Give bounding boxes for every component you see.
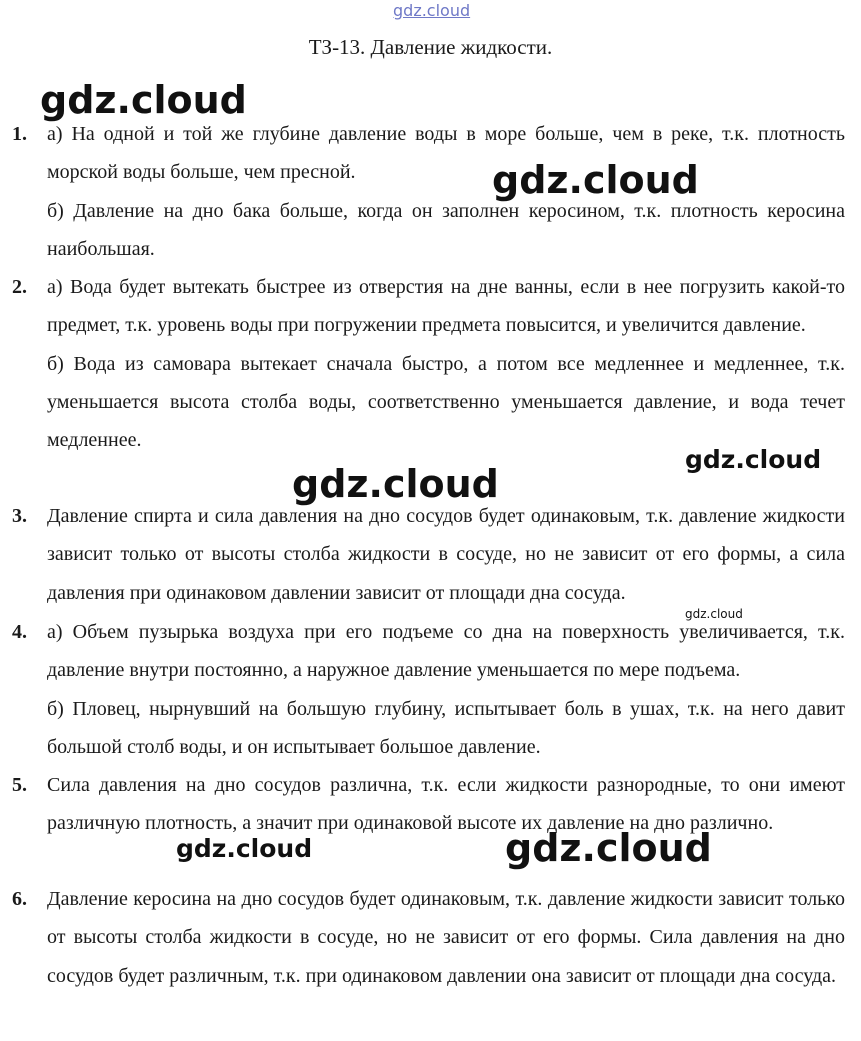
list-item [12, 115, 845, 268]
item-paragraph: Сила давления на дно сосудов различна, т.к. если жидкости разнородные, то они имеют различную плотность, а значит при одинаковой высоте их давление на дно различно. [47, 774, 845, 835]
item-paragraph: а) На одной и той же глубине давление воды в море больше, чем в реке, т.к. плотность морской воды больше, чем пресной. [47, 123, 845, 184]
watermark: gdz.cloud [292, 462, 499, 506]
watermark: gdz.cloud [492, 158, 699, 202]
item-number: 5. [12, 774, 27, 796]
watermark-link[interactable]: gdz.cloud [393, 1, 471, 20]
item-paragraph: а) Объем пузырька воздуха при его подъеме со дна на поверхность увеличивается, т.к. давление внутри постоянно, а наружное давление уменьшается по мере подъема. [47, 621, 845, 682]
item-paragraph: Давление спирта и сила давления на дно сосудов будет одинаковым, т.к. давление жидкости зависит только от высоты столба жидкости в сосуде, но не зависит от его формы, а сила давления при одинаковом давлении зависит от площади дна сосуда. [47, 505, 845, 604]
item-number: 4. [12, 621, 27, 643]
list-item [12, 613, 845, 766]
item-paragraph: б) Вода из самовара вытекает сначала быстро, а потом все медленнее и медленнее, т.к. уменьшается высота столба воды, соответственно уменьшается давление, и вода течет медленнее. [47, 352, 845, 452]
item-paragraph: б) Давление на дно бака больше, когда он заполнен керосином, т.к. плотность керосина наибольшая. [47, 199, 845, 260]
item-number: 1. [12, 123, 27, 145]
list-item [12, 766, 845, 843]
item-paragraph: Давление керосина на дно сосудов будет одинаковым, т.к. давление жидкости зависит только от высоты столба жидкости в сосуде, но не зависит от его формы. Сила давления на дно сосудов будет различным, т.к. при одинаковом давлении она зависит от площади дна сосуда. [47, 888, 845, 987]
list-item [12, 497, 845, 612]
page-title: ТЗ-13. Давление жидкости. [308, 35, 553, 59]
watermark: gdz.cloud [505, 826, 712, 870]
watermark: gdz.cloud [176, 834, 313, 863]
list-item [12, 268, 845, 459]
watermark: gdz.cloud [685, 607, 743, 621]
item-number: 6. [12, 888, 27, 910]
item-number: 2. [12, 276, 27, 298]
list-item [12, 880, 845, 995]
item-number: 3. [12, 505, 27, 527]
watermark: gdz.cloud [40, 78, 247, 122]
item-paragraph: а) Вода будет вытекать быстрее из отверстия на дне ванны, если в нее погрузить какой-то предмет, т.к. уровень воды при погружении предмета повысится, и увеличится давление. [47, 276, 845, 337]
item-paragraph: б) Пловец, нырнувший на большую глубину, испытывает боль в ушах, т.к. на него давит большой столб воды, и он испытывает большое давление. [47, 697, 845, 758]
watermark: gdz.cloud [685, 445, 822, 474]
